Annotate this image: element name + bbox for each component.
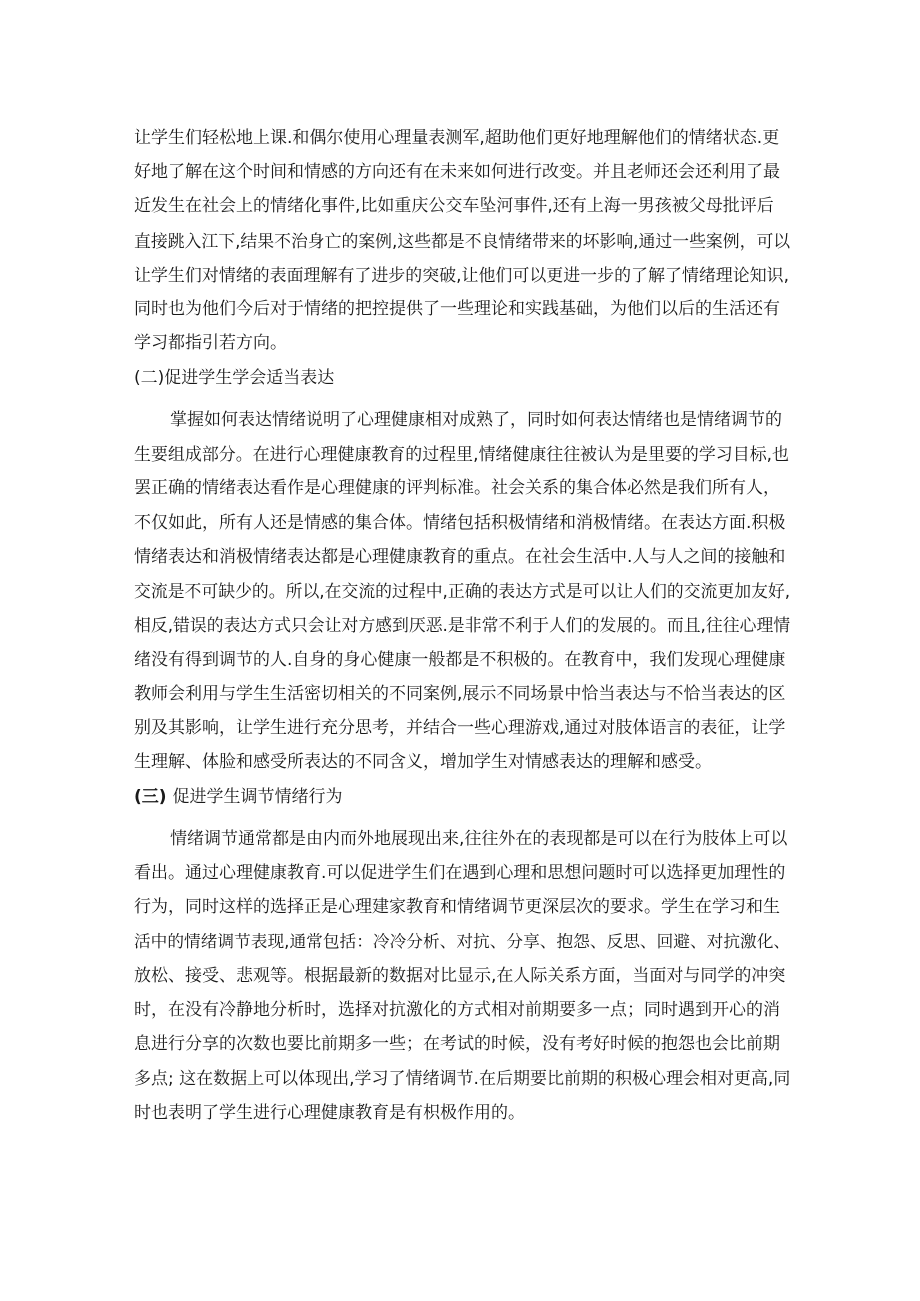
paragraph-3-line: 看出。通过心理健康教育.可以促进学生们在遇到心理和思想问题时可以选择更加理性的 [134, 863, 786, 883]
paragraph-3-line: 放松、接受、悲观等。根据最新的数据对比显示,在人际关系方面，当面对与同学的冲突 [134, 966, 786, 986]
paragraph-3-line: 时，在没有冷静地分析时，选择对抗激化的方式相对前期要多一点；同时遇到开心的消 [134, 1000, 780, 1020]
paragraph-2-line: 相反,错误的表达方式只会让对方感到厌恶.是非常不利于人们的发展的。而且,往往心理情 [134, 615, 791, 635]
paragraph-2-line: 教师会利用与学生生活密切相关的不同案例,展示不同场景中恰当表达与不恰当表达的区 [134, 684, 786, 704]
paragraph-1-line: 直接跳入江下,结果不治身亡的案例,这些都是不良情绪带来的坏影响,通过一些案例，可以 [134, 231, 791, 251]
paragraph-2-line: 生要组成部分。在进行心理健康教育的过程里,情绪健康往往被认为是里要的学习目标,也 [134, 444, 790, 464]
paragraph-2-line: 别及其影响，让学生进行充分思考，并结合一些心理游戏,通过对肢体语言的表征，让学 [134, 718, 786, 738]
paragraph-3-line: 活中的情绪调节表现,通常包括：冷冷分析、对抗、分享、抱怨、反思、回避、对抗激化、 [134, 932, 791, 951]
paragraph-2-line: 掌握如何表达情绪说明了心理健康相对成熟了，同时如何表达情绪也是情绪调节的 [170, 410, 782, 430]
paragraph-1-line: 学习都指引若方向。 [134, 333, 287, 353]
section-heading-3-marker: (三) [134, 787, 167, 807]
paragraph-1-line: 让学生们轻松地上课.和偶尔使用心理量表测军,超助他们更好地理解他们的情绪状态.更 [134, 128, 780, 148]
paragraph-3-line: 息进行分享的次数也要比前期多一些；在考试的时候，没有考好时候的抱怨也会比前期 [134, 1034, 780, 1054]
section-heading-2: (二)促进学生学会适当表达 [134, 368, 335, 388]
paragraph-1-line: 近发生在社会上的情绪化事件,比如重庆公交车坠河事件,还有上海一男孩被父母批评后 [134, 196, 774, 216]
section-heading-3-text: 促进学生调节情绪行为 [172, 787, 343, 807]
paragraph-2-line: 生理解、体脸和感受所表达的不同含义，增加学生对情感表达的理解和感受。 [134, 752, 712, 772]
paragraph-3-line: 行为，同时这样的选择正是心理建家教育和情绪调节更深层次的要求。学生在学习和生 [134, 897, 780, 917]
paragraph-3-line: 时也表明了学生进行心理健康教育是有枳极作用的。 [134, 1103, 525, 1123]
paragraph-2-line: 绪没有得到调节的人.自身的身心健康一般都是不积极的。在教育中，我们发现心理健康 [134, 650, 786, 670]
paragraph-2-line: 情绪表达和消极情绪表达都是心理健康教育的重点。在社会生活中.人与人之间的接触和 [134, 547, 786, 567]
paragraph-2-line: 罢正确的情绪表达看作是心理健康的评判标准。社会关系的集合体必然是我们所有人， [134, 478, 780, 498]
paragraph-1-line: 让学生们对情绪的表面理解有了进步的突破,让他们可以更进一步的了解了情绪理论知识, [134, 265, 790, 285]
paragraph-3-line: 情绪调节通常都是由内而外地展现出来,往往外在的表现都是可以在行为肢体上可以 [170, 829, 788, 849]
paragraph-3-line: 多点; 这在数据上可以体现出,学习了情绪调节.在后期要比前期的积极心理会相对更高,同 [134, 1069, 791, 1089]
paragraph-1-line: 同时也为他们今后对于情绪的把控提供了一些理论和实践基础，为他们以后的生活还有 [134, 299, 780, 319]
paragraph-2-line: 交流是不可缺少的。所以,在交流的过程中,正确的表达方式是可以让人们的交流更加友好, [134, 581, 791, 601]
paragraph-1-line: 好地了解在这个时间和情感的方向还有在未来如何进行改变。并且老师还会还利用了最 [134, 162, 780, 182]
paragraph-2-line: 不仅如此，所有人还是情感的集合体。情绪包括积极情绪和消极情绪。在表达方面.积极 [134, 513, 786, 533]
section-heading-3 [134, 785, 342, 809]
